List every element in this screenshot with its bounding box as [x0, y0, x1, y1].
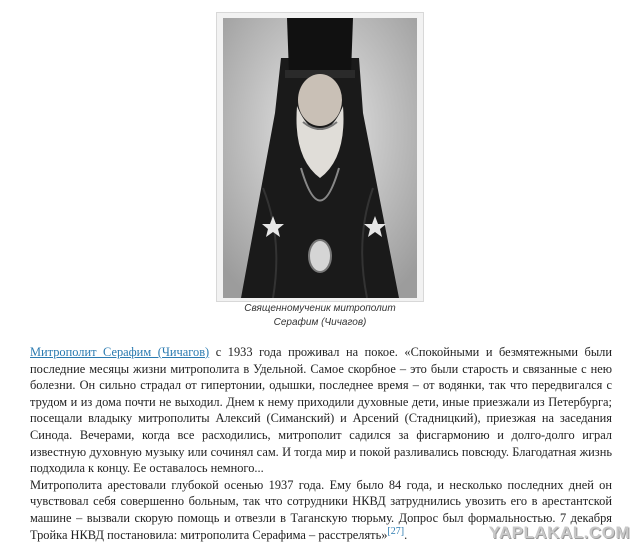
watermark-logo: YAPLAKAL.COM — [488, 523, 630, 542]
paragraph-2-text: Митрополита арестовали глубокой осенью 1937 года. Ему было 84 года, и несколько последних дней он чувствовал себя совершенно больным, так что сотрудники НКВД затруднились увозить его в арестантской машине – вызвали скорую помощь и отвезли в Таганскую тюрьму. Допрос был формальностью. 7 декабря Тройка НКВД постановила: митрополита Серафима – расстрелять» — [30, 477, 612, 542]
paragraph-1-text: с 1933 года проживал на покое. «Спокойными и безмятежными были последние месяцы жизни митрополита в Удельной. Самое скорбное – это были старость и связанные с нею болезни. Он сильно страдал от гипертонии, одышки, последнее время – от водянки, так что передвигался с трудом и из дома почти не выходил. Днем к нему приходили духовные дети, иные приезжали из Петербурга; посещали владыку митрополиты Алексий (Симанский) и Арсений (Стадницкий), приезжая на заседания Синода. Вечерами, когда все расходились, митрополит садился за фисгармонию и долго-долго играл известную духовную музыку или сочинял сам. И тогда мир и покой разливались повсюду. Благодатная жизнь подходила к концу. Ее оставалось немного... — [30, 345, 612, 476]
paragraph-1 — [30, 344, 612, 477]
portrait-frame — [216, 12, 424, 302]
portrait-photo — [223, 18, 417, 298]
caption-line-1: Священномученик митрополит — [244, 303, 396, 314]
person-link[interactable]: Митрополит Серафим (Чичагов) — [30, 345, 210, 359]
portrait-caption — [216, 302, 424, 330]
footnote-link[interactable]: [27] — [387, 525, 405, 537]
article-body — [30, 344, 612, 543]
end-period: . — [404, 527, 408, 542]
caption-line-2: Серафим (Чичагов) — [273, 317, 367, 328]
